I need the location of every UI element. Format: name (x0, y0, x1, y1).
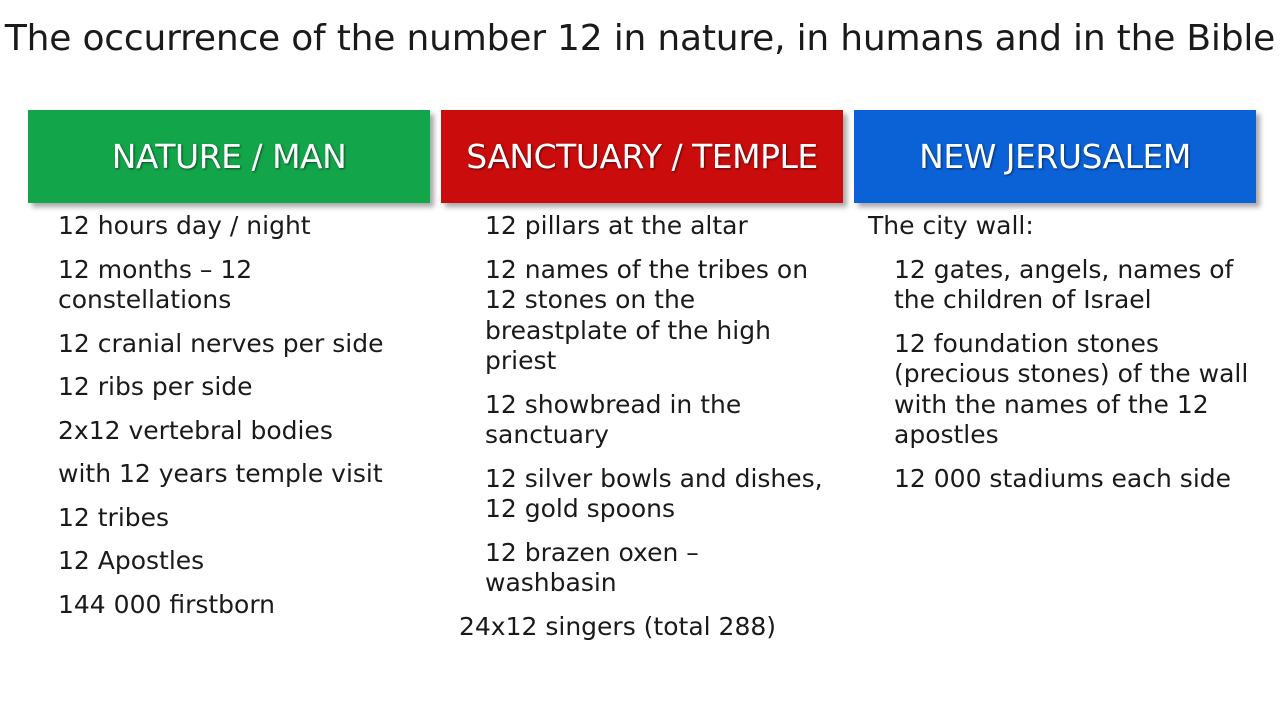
list-item: 12 Apostles (58, 546, 205, 575)
list-item: 12 brazen oxen – washbasin (485, 537, 699, 597)
column-header-label: NATURE / MAN (111, 137, 347, 176)
list-item: 12 cranial nerves per side (58, 328, 384, 358)
column-body-nature-man (28, 203, 430, 620)
list-item: 12 names of the tribes on 12 stones on the breastplate of the high priest (485, 254, 809, 375)
column-header-sanctuary-temple (441, 110, 843, 203)
column-new-jerusalem (854, 110, 1256, 507)
list-item: 12 hours day / night (58, 211, 311, 240)
columns-container (28, 110, 1256, 655)
list-item: with 12 years temple visit (58, 459, 383, 488)
column-body-new-jerusalem (854, 203, 1256, 494)
list-item: 24x12 singers (total 288) (459, 611, 777, 641)
list-item: 144 000 firstborn (58, 589, 276, 619)
column-header-nature-man (28, 110, 430, 203)
list-item: 12 silver bowls and dishes, 12 gold spoons (485, 463, 823, 523)
column-header-label: NEW JERUSALEM (919, 137, 1191, 176)
column-nature-man (28, 110, 430, 633)
list-item: 12 months – 12 constellations (58, 254, 253, 314)
column-sanctuary-temple (441, 110, 843, 655)
column-header-label: SANCTUARY / TEMPLE (466, 137, 818, 176)
list-item: 12 showbread in the sanctuary (485, 389, 742, 449)
list-item: 12 000 stadiums each side (894, 463, 1232, 493)
column-header-new-jerusalem (854, 110, 1256, 203)
list-item: The city wall: (868, 211, 1034, 240)
list-item: 12 gates, angels, names of the children of Israel (894, 254, 1234, 314)
list-item: 12 ribs per side (58, 372, 253, 401)
list-item: 2x12 vertebral bodies (58, 415, 333, 445)
list-item: 12 tribes (58, 502, 170, 532)
list-item: 12 foundation stones (precious stones) of the wall with the names of the 12 apostles (894, 328, 1249, 449)
page-title: The occurrence of the number 12 in nature, in humans and in the Bible (4, 18, 1276, 59)
list-item: 12 pillars at the altar (485, 211, 748, 240)
column-body-sanctuary-temple (441, 203, 843, 642)
